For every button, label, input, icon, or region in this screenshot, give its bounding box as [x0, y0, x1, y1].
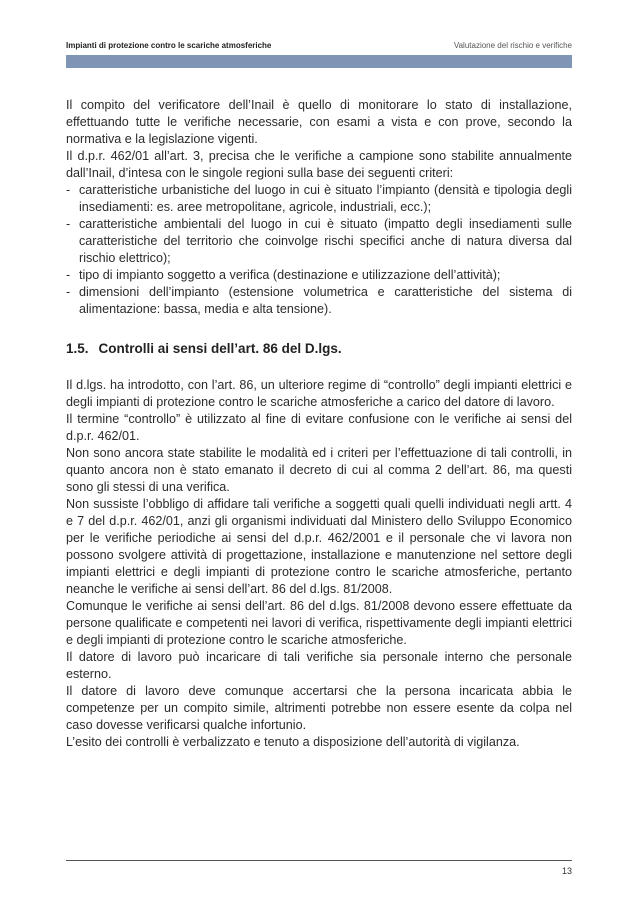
body-paragraph: Il datore di lavoro deve comunque accertarsi che la persona incaricata abbia le competenze per un compito simile, altrimenti potrebbe non essere esente da colpa nel caso dovesse verificarsi qualche infortunio.: [66, 684, 572, 732]
body-paragraph: Non sono ancora state stabilite le modalità ed i criteri per l’effettuazione di tali controlli, in quanto ancora non è stato emanato il decreto di cui al comma 2 dell’art. 86, ma questi sono gli stessi di una verifica.: [66, 446, 572, 494]
running-header: [66, 41, 572, 50]
intro-paragraph: Il compito del verificatore dell’Inail è quello di monitorare lo stato di installazione, effettuando tutte le verifiche necessarie, con esami a vista e con prove, secondo la normativa e la legislazione vigenti.: [66, 98, 572, 146]
body-paragraph: Il d.lgs. ha introdotto, con l’art. 86, un ulteriore regime di “controllo” degli impianti elettrici e degli impianti di protezione contro le scariche atmosferiche a carico del datore di lavoro.: [66, 378, 572, 409]
page-number: 13: [561, 866, 572, 876]
criteria-list: [66, 182, 572, 318]
list-item: - tipo di impianto soggetto a verifica (destinazione e utilizzazione dell’attività);: [66, 267, 572, 284]
list-item: - caratteristiche urbanistiche del luogo in cui è situato l’impianto (densità e tipologia degli insediamenti: es. aree metropolitane, agricole, industriali, ecc.);: [66, 182, 572, 216]
body-paragraph: Non sussiste l’obbligo di affidare tali verifiche a soggetti quali quelli individuati negli artt. 4 e 7 del d.p.r. 462/01, anzi gli organismi individuati dal Ministero dello Sviluppo Economico per le verifiche periodiche ai sensi del d.p.r. 462/2001 e il personale che vi lavora non possono svolgere attività di progettazione, installazione e manutenzione nel settore degli impianti elettrici e degli impianti di protezione contro le scariche atmosferiche, pertanto neanche le verifiche ai sensi dell’art. 86 del d.lgs. 81/2008.: [66, 497, 572, 596]
list-item: - caratteristiche ambientali del luogo in cui è situato (impatto degli insediamenti sulle caratteristiche del territorio che coinvolge rischi specifici anche di natura diversa dal rischio elettrico);: [66, 216, 572, 267]
header-section: Valutazione del rischio e verifiche: [453, 41, 572, 50]
section-title: Controlli ai sensi dell’art. 86 del D.lgs.: [98, 341, 342, 356]
body-paragraph: Il termine “controllo” è utilizzato al fine di evitare confusione con le verifiche ai sensi del d.p.r. 462/01.: [66, 412, 572, 443]
section-number: 1.5.: [66, 341, 89, 356]
intro-paragraph: Il d.p.r. 462/01 all’art. 3, precisa che le verifiche a campione sono stabilite annualmente dall’Inail, d’intesa con le singole regioni sulla base dei seguenti criteri:: [66, 149, 572, 180]
list-item: - dimensioni dell’impianto (estensione volumetrica e caratteristiche del sistema di alimentazione: bassa, media e alta tensione).: [66, 284, 572, 318]
section-heading: [66, 340, 572, 357]
body-paragraph: L’esito dei controlli è verbalizzato e tenuto a disposizione dell’autorità di vigilanza.: [66, 735, 520, 749]
header-band: [66, 55, 572, 68]
body-paragraph: Comunque le verifiche ai sensi dell’art. 86 del d.lgs. 81/2008 devono essere effettuate da persone qualificate e competenti nei lavori di verifica, rispettivamente degli impianti elettrici e degli impianti di protezione contro le scariche atmosferiche.: [66, 599, 572, 647]
page-content: [66, 97, 572, 751]
footer-rule: [66, 860, 572, 861]
header-title: Impianti di protezione contro le scariche atmosferiche: [66, 41, 272, 50]
body-paragraph: Il datore di lavoro può incaricare di tali verifiche sia personale interno che personale esterno.: [66, 650, 572, 681]
